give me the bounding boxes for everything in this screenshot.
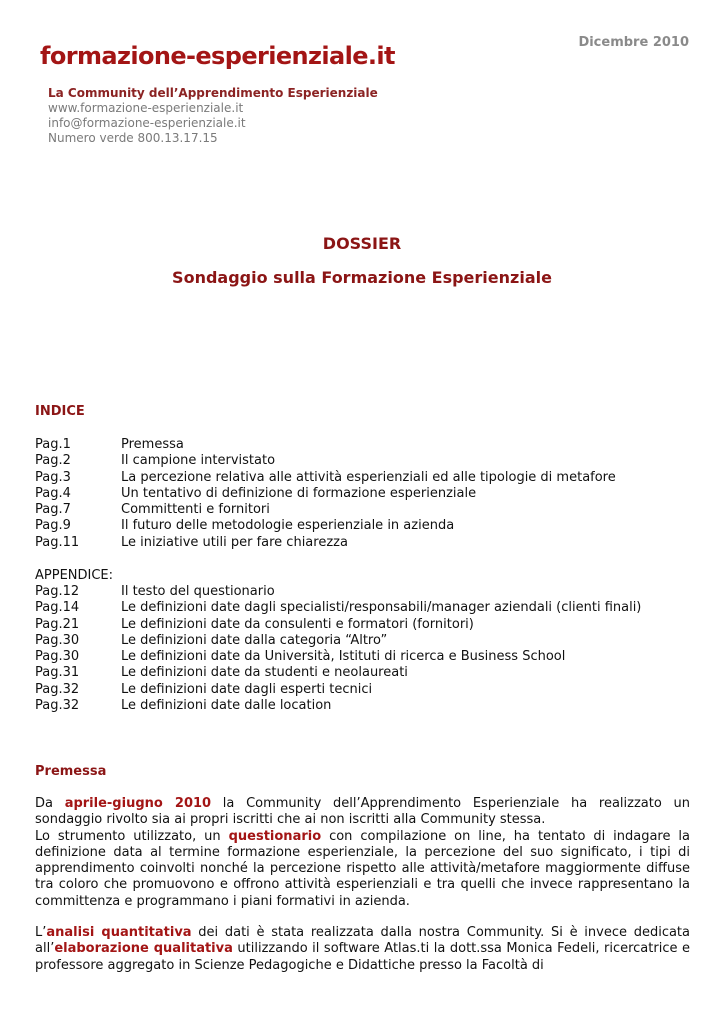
appendix-page: Pag.30 (35, 632, 80, 648)
appendix-page: Pag.32 (35, 681, 80, 697)
appendix-page: Pag.21 (35, 616, 80, 632)
premessa-heading: Premessa (35, 764, 107, 779)
text-run: con compilazione on line, ha tentato di indagare la definizione data al termine formazione esperienziale, la percezione del suo significato, i tipi di apprendimento coinvolti nonché la percezione rispetto alle attività/metafore maggiormente diffuse tra coloro che promuovono e offrono attività esperienziali e tra quelli che invece rappresentano la committenza e programmano i piani formativi in azienda. (35, 828, 691, 909)
index-page: Pag.7 (35, 502, 71, 518)
appendix-text: Le definizioni date da consulenti e formatori (fornitori) (121, 616, 474, 632)
highlight-quantitative: analisi quantitativa (46, 925, 192, 940)
index-text: Il futuro delle metodologie esperienziale in azienda (121, 518, 455, 534)
index-entry (35, 502, 616, 518)
index-entry (35, 437, 616, 453)
appendix-entry (35, 665, 641, 681)
appendix-page: Pag.31 (35, 665, 80, 681)
index-text: Le iniziative utili per fare chiarezza (121, 534, 348, 550)
appendix-entry (35, 617, 641, 633)
appendix-entry (35, 649, 641, 665)
index-entry (35, 453, 616, 469)
index-page: Pag.11 (35, 534, 80, 550)
site-logo: formazione-esperienziale.it (40, 42, 395, 70)
appendix-label: APPENDICE: (35, 568, 114, 583)
text-run: Da (35, 796, 65, 811)
index-entry (35, 535, 616, 551)
appendix-entry (35, 698, 641, 714)
appendix-entry (35, 584, 641, 600)
index-page: Pag.2 (35, 453, 71, 469)
index-entry (35, 518, 616, 534)
appendix-page: Pag.30 (35, 649, 80, 665)
index-entry (35, 470, 616, 486)
index-text: Un tentativo di definizione di formazione esperienziale (121, 485, 477, 501)
organization-info (48, 86, 378, 146)
text-run: la Community dell’Apprendimento Esperienziale ha realizzato un sondaggio rivolto sia ai propri iscritti che ai non iscritti alla Community stessa. (35, 796, 690, 828)
index-page: Pag.4 (35, 485, 71, 501)
document-subtitle: Sondaggio sulla Formazione Esperienziale (172, 268, 552, 287)
premessa-paragraph-2 (35, 925, 690, 974)
appendix-text: Le definizioni date dalle location (121, 698, 332, 714)
index-page: Pag.3 (35, 469, 71, 485)
premessa-paragraph-1 (35, 796, 690, 910)
text-run: L’ (35, 925, 47, 940)
index-text: Il campione intervistato (121, 453, 276, 469)
appendix-text: Il testo del questionario (121, 584, 275, 599)
index-list (35, 437, 616, 551)
appendix-text: Le definizioni date dagli specialisti/responsabili/manager aziendali (clienti finali) (121, 600, 642, 616)
appendix-list (35, 584, 641, 714)
index-page: Pag.9 (35, 518, 71, 534)
website-text: www.formazione-esperienziale.it (48, 101, 244, 115)
appendix-entry (35, 682, 641, 698)
highlight-period: aprile-giugno 2010 (64, 796, 212, 811)
appendix-entry (35, 600, 641, 616)
index-heading: INDICE (35, 404, 85, 419)
document-date: Dicembre 2010 (578, 35, 689, 50)
index-page: Pag.1 (35, 437, 71, 452)
dossier-heading: DOSSIER (322, 234, 402, 253)
appendix-text: Le definizioni date da Università, Istituti di ricerca e Business School (121, 649, 566, 665)
index-text: Premessa (121, 437, 184, 452)
appendix-page: Pag.12 (35, 584, 80, 599)
index-text: La percezione relativa alle attività esperienziali ed alle tipologie di metafore (121, 469, 616, 485)
text-run: dei dati è stata realizzata dalla nostra Community. Si è invece dedicata all’ (35, 925, 690, 957)
appendix-text: Le definizioni date dagli esperti tecnici (121, 681, 373, 697)
appendix-page: Pag.14 (35, 600, 80, 616)
appendix-page: Pag.32 (35, 698, 80, 714)
index-entry (35, 486, 616, 502)
text-run: Lo strumento utilizzato, un (35, 828, 229, 844)
appendix-entry (35, 633, 641, 649)
text-run: utilizzando il software Atlas.ti la dott.ssa Monica Fedeli, ricercatrice e professore aggregato in Scienze Pedagogiche e Didattiche presso la Facoltà di (35, 941, 690, 973)
highlight-qualitative: elaborazione qualitativa (54, 941, 233, 957)
organization-name: La Community dell’Apprendimento Esperienziale (48, 86, 378, 100)
index-text: Committenti e fornitori (121, 502, 270, 518)
highlight-questionnaire: questionario (228, 828, 322, 844)
appendix-text: Le definizioni date dalla categoria “Altro” (121, 632, 388, 648)
appendix-text: Le definizioni date da studenti e neolaureati (121, 665, 408, 681)
email-text: info@formazione-esperienziale.it (48, 116, 246, 130)
title-block (0, 234, 724, 287)
phone-text: Numero verde 800.13.17.15 (48, 131, 218, 145)
